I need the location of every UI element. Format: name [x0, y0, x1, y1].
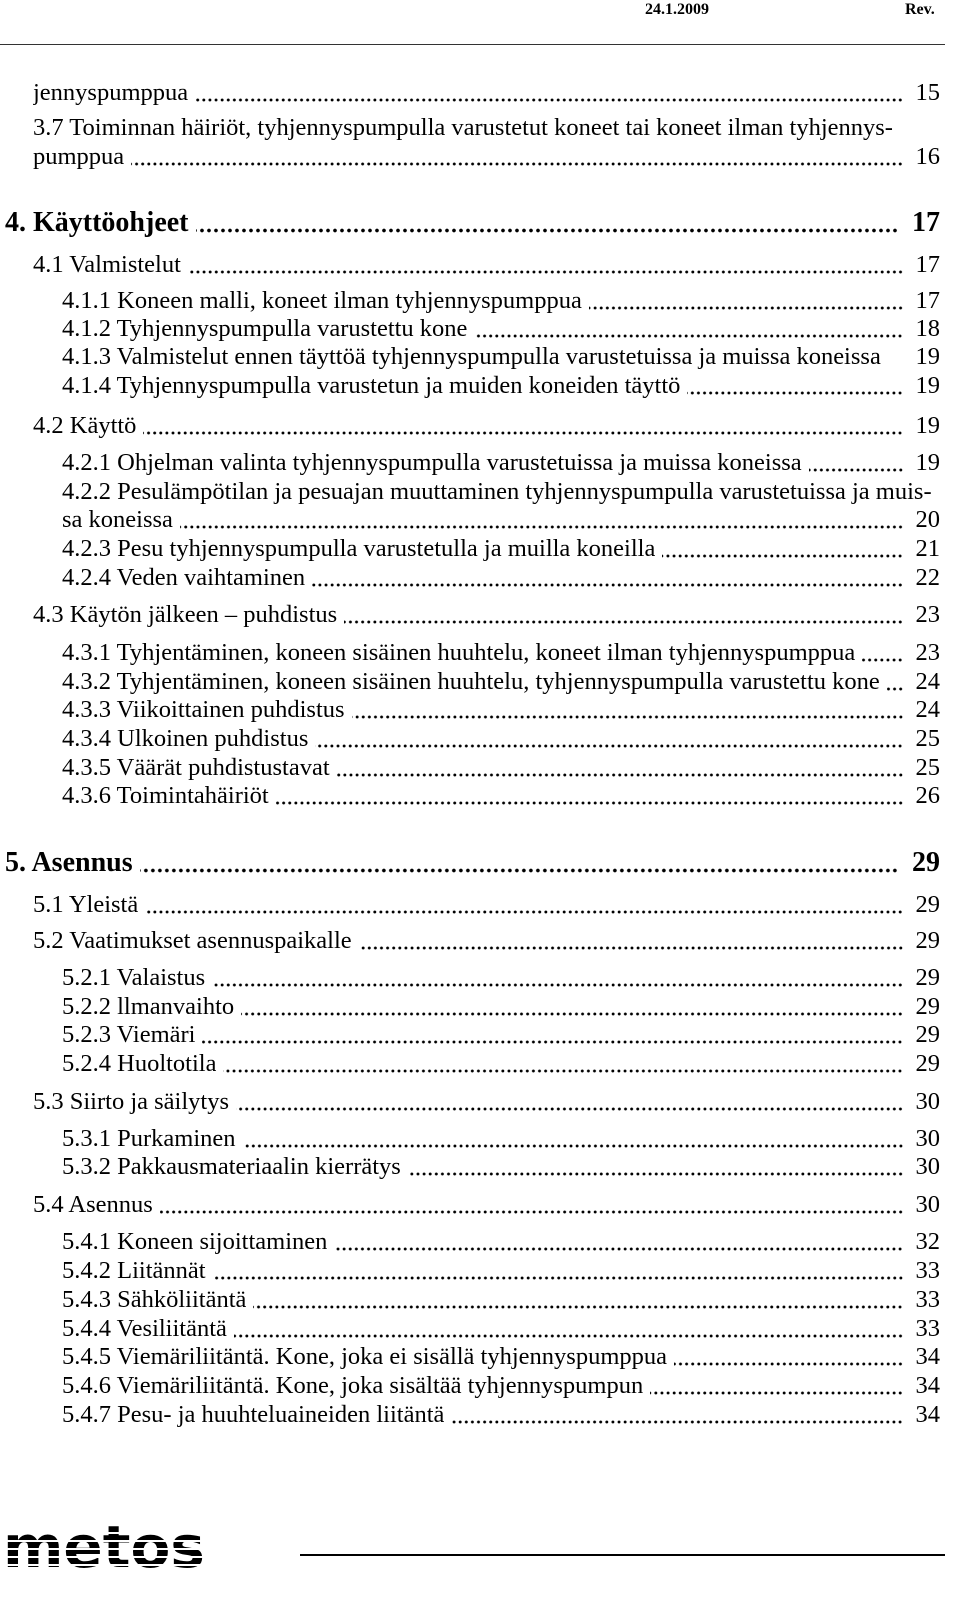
toc-entry-5-4-3 [62, 1286, 940, 1314]
toc-page-number: 23 [915, 639, 940, 666]
toc-page-number: 29 [915, 993, 940, 1020]
toc-entry-title: 4.1 Valmistelut [33, 251, 181, 278]
dot-leader [352, 696, 904, 724]
dot-leader [160, 1191, 904, 1219]
toc-page-number: 34 [915, 1343, 940, 1370]
toc-entry-4-1 [33, 251, 940, 279]
dot-leader [188, 251, 904, 279]
toc-page-number: 25 [915, 725, 940, 752]
toc-entry-title: 5.3.2 Pakkausmateriaalin kierrätys [62, 1153, 401, 1180]
dot-leader [474, 315, 903, 343]
toc-entry-title: 5.4.5 Viemäriliitäntä. Kone, joka ei sisällä tyhjennyspumppua [62, 1343, 668, 1370]
toc-entry-title: 5.2.3 Viemäri [62, 1021, 196, 1048]
toc-entry-title: 4.3.4 Ulkoinen puhdistus [62, 725, 309, 752]
dot-leader [312, 564, 903, 592]
toc-chapter-title: 5. Asennus [5, 847, 133, 878]
toc-page-number: 17 [915, 287, 940, 314]
toc-entry-title: 5.4 Asennus [33, 1191, 153, 1218]
toc-entry-title: 4.1.1 Koneen malli, koneet ilman tyhjennyspumppua [62, 287, 582, 314]
toc-entry-4-1-4 [62, 372, 940, 400]
dot-leader [195, 79, 903, 107]
toc-entry-5-2-2 [62, 993, 940, 1021]
toc-entry-3-7-line-2 [33, 143, 940, 171]
toc-entry-5-1 [33, 891, 940, 919]
toc-entry-title: 4.2 Käyttö [33, 412, 137, 439]
dot-leader [315, 725, 903, 753]
dot-leader [674, 1343, 903, 1371]
dot-leader [180, 506, 904, 534]
dot-leader [253, 1286, 903, 1314]
toc-entry-4-2-1 [62, 449, 940, 477]
toc-page-number: 33 [915, 1286, 940, 1313]
toc-page-number: 26 [915, 782, 940, 809]
toc-entry-5-4-2 [62, 1257, 940, 1285]
dot-leader [196, 206, 898, 240]
toc-entry-title: 5.2.2 llmanvaihto [62, 993, 235, 1020]
toc-entry-title: sa koneissa [62, 506, 173, 533]
toc-entry-title: 4.2.4 Veden vaihtaminen [62, 564, 306, 591]
toc-page-number: 17 [912, 207, 940, 238]
dot-leader [334, 1228, 903, 1256]
toc-entry-4-3-3 [62, 696, 940, 724]
toc-page-number: 18 [915, 315, 940, 342]
toc-entry-5-2 [33, 927, 940, 955]
toc-page-number: 33 [915, 1315, 940, 1342]
dot-leader [589, 287, 904, 315]
toc-entry-5-4-7 [62, 1401, 940, 1429]
dot-leader [140, 846, 898, 880]
dot-leader [687, 372, 903, 400]
dot-leader [337, 754, 904, 782]
toc-entry-title: 4.2.1 Ohjelman valinta tyhjennyspumpulla varustetuissa ja muissa koneissa [62, 449, 802, 476]
dot-leader [213, 1257, 904, 1285]
dot-leader [451, 1401, 903, 1429]
toc-page-number: 29 [915, 1021, 940, 1048]
toc-entry-title: 3.7 Toiminnan häiriöt, tyhjennyspumpulla varustetut koneet tai koneet ilman tyhjennys- [33, 114, 893, 141]
toc-page-number: 19 [915, 372, 940, 399]
dot-leader [276, 782, 904, 810]
dot-leader [202, 1021, 903, 1049]
header-date: 24.1.2009 [645, 1, 709, 18]
toc-page-number: 30 [915, 1088, 940, 1115]
toc-entry-title: 5.2 Vaatimukset asennuspaikalle [33, 927, 352, 954]
toc-entry-4-1-2 [62, 315, 940, 343]
toc-entry-title: 4.3 Käytön jälkeen – puhdistus [33, 601, 338, 628]
toc-page-number: 20 [915, 506, 940, 533]
toc-entry-title: 4.3.3 Viikoittainen puhdistus [62, 696, 345, 723]
toc-entry-5-2-1 [62, 964, 940, 992]
dot-leader [223, 1050, 903, 1078]
toc-entry-5-4-4 [62, 1315, 940, 1343]
toc-entry-5-3 [33, 1088, 940, 1116]
toc-entry-3-7-line-1 [33, 114, 940, 142]
toc-entry-title: 4.1.4 Tyhjennyspumpulla varustetun ja muiden koneiden täyttö [62, 372, 681, 399]
dot-leader [236, 1088, 904, 1116]
dot-leader [234, 1315, 904, 1343]
dot-leader [145, 891, 903, 919]
toc-entry-title: 5.4.4 Vesiliitäntä [62, 1315, 227, 1342]
toc-entry-4-2-2-line-1 [62, 478, 940, 506]
toc-page-number: 29 [915, 891, 940, 918]
toc-entry-5-2-3 [62, 1021, 940, 1049]
toc-page-number: 30 [915, 1125, 940, 1152]
toc-entry-title: 5.4.7 Pesu- ja huuhteluaineiden liitäntä [62, 1401, 445, 1428]
toc-entry-title: 5.3 Siirto ja säilytys [33, 1088, 229, 1115]
dot-leader [131, 143, 903, 171]
toc-page-number: 32 [915, 1228, 940, 1255]
toc-page-number: 30 [915, 1153, 940, 1180]
toc-entry-4-3 [33, 601, 940, 629]
toc-page-number: 16 [915, 143, 940, 170]
toc-page-number: 33 [915, 1257, 940, 1284]
toc-entry-continuation [33, 79, 940, 107]
dot-leader [662, 535, 903, 563]
dot-leader [408, 1153, 904, 1181]
toc-page-number: 29 [912, 847, 940, 878]
toc-entry-5-4-1 [62, 1228, 940, 1256]
toc-entry-title: 4.1.3 Valmistelut ennen täyttöä tyhjennyspumpulla varustetuissa ja muissa koneissa [62, 343, 881, 370]
dot-leader [887, 668, 904, 696]
toc-entry-title: 4.2.2 Pesulämpötilan ja pesuajan muuttaminen tyhjennyspumpulla varustetuissa ja muis- [62, 478, 932, 505]
toc-entry-title: 4.2.3 Pesu tyhjennyspumpulla varustetulla ja muilla koneilla [62, 535, 656, 562]
toc-entry-4-3-6 [62, 782, 940, 810]
toc-entry-title: pumppua [33, 143, 125, 170]
toc-entry-4-3-1 [62, 639, 940, 667]
toc-entry-title: 5.2.4 Huoltotila [62, 1050, 217, 1077]
toc-page-number: 19 [915, 412, 940, 439]
metos-logo: metos [3, 1513, 205, 1581]
dot-leader [344, 601, 903, 629]
toc-entry-4-2-2-line-2 [62, 506, 940, 534]
toc-entry-4-2-4 [62, 564, 940, 592]
toc-page-number: 34 [915, 1401, 940, 1428]
dot-leader [241, 993, 903, 1021]
toc-entry-4-3-4 [62, 725, 940, 753]
footer-rule [300, 1554, 945, 1556]
toc-entry-title: 4.3.6 Toimintahäiriöt [62, 782, 269, 809]
toc-entry-4-1-3 [62, 343, 940, 371]
toc-entry-title: 4.3.5 Väärät puhdistustavat [62, 754, 330, 781]
toc-entry-5-4-6 [62, 1372, 940, 1400]
toc-page-number: 15 [915, 79, 940, 106]
toc-page-number: 34 [915, 1372, 940, 1399]
toc-chapter-4 [5, 206, 940, 240]
toc-page-number: 29 [915, 927, 940, 954]
toc-entry-title: 5.4.1 Koneen sijoittaminen [62, 1228, 328, 1255]
toc-page-number: 23 [915, 601, 940, 628]
toc-entry-title: 5.4.2 Liitännät [62, 1257, 206, 1284]
toc-page-number: 19 [915, 343, 940, 370]
toc-page-number: 24 [915, 696, 940, 723]
toc-page-number: 19 [915, 449, 940, 476]
toc-chapter-5 [5, 846, 940, 880]
toc-page-number: 21 [915, 535, 940, 562]
toc-entry-title: 5.4.3 Sähköliitäntä [62, 1286, 247, 1313]
toc-entry-title: 5.2.1 Valaistus [62, 964, 206, 991]
dot-leader [243, 1125, 904, 1153]
dot-leader [862, 639, 903, 667]
dot-leader [143, 412, 903, 440]
toc-page-number: 25 [915, 754, 940, 781]
toc-entry-4-2-3 [62, 535, 940, 563]
toc-entry-title: 5.1 Yleistä [33, 891, 139, 918]
toc-entry-title: 4.3.2 Tyhjentäminen, koneen sisäinen huuhtelu, tyhjennyspumpulla varustettu kone [62, 668, 880, 695]
dot-leader [888, 343, 904, 371]
toc-page-number: 24 [915, 668, 940, 695]
toc-entry-title: 5.4.6 Viemäriliitäntä. Kone, joka sisältää tyhjennyspumpun [62, 1372, 644, 1399]
toc-entry-5-2-4 [62, 1050, 940, 1078]
toc-entry-title: 4.1.2 Tyhjennyspumpulla varustettu kone [62, 315, 468, 342]
toc-entry-5-4-5 [62, 1343, 940, 1371]
toc-entry-4-3-2 [62, 668, 940, 696]
toc-entry-5-3-1 [62, 1125, 940, 1153]
toc-entry-4-2 [33, 412, 940, 440]
toc-page-number: 29 [915, 1050, 940, 1077]
toc-entry-5-3-2 [62, 1153, 940, 1181]
dot-leader [650, 1372, 903, 1400]
header-rule [0, 44, 945, 45]
toc-entry-title: jennyspumppua [33, 79, 189, 106]
toc-page-number: 22 [915, 564, 940, 591]
toc-entry-5-4 [33, 1191, 940, 1219]
dot-leader [809, 449, 904, 477]
toc-page-number: 30 [915, 1191, 940, 1218]
toc-entry-title: 4.3.1 Tyhjentäminen, koneen sisäinen huuhtelu, koneet ilman tyhjennyspumppua [62, 639, 856, 666]
header-revision: Rev. [905, 1, 935, 18]
dot-leader [212, 964, 903, 992]
toc-page-number: 17 [915, 251, 940, 278]
dot-leader [359, 927, 904, 955]
toc-entry-4-3-5 [62, 754, 940, 782]
toc-entry-title: 5.3.1 Purkaminen [62, 1125, 236, 1152]
toc-page-number: 29 [915, 964, 940, 991]
toc-entry-4-1-1 [62, 287, 940, 315]
toc-chapter-title: 4. Käyttöohjeet [5, 207, 189, 238]
